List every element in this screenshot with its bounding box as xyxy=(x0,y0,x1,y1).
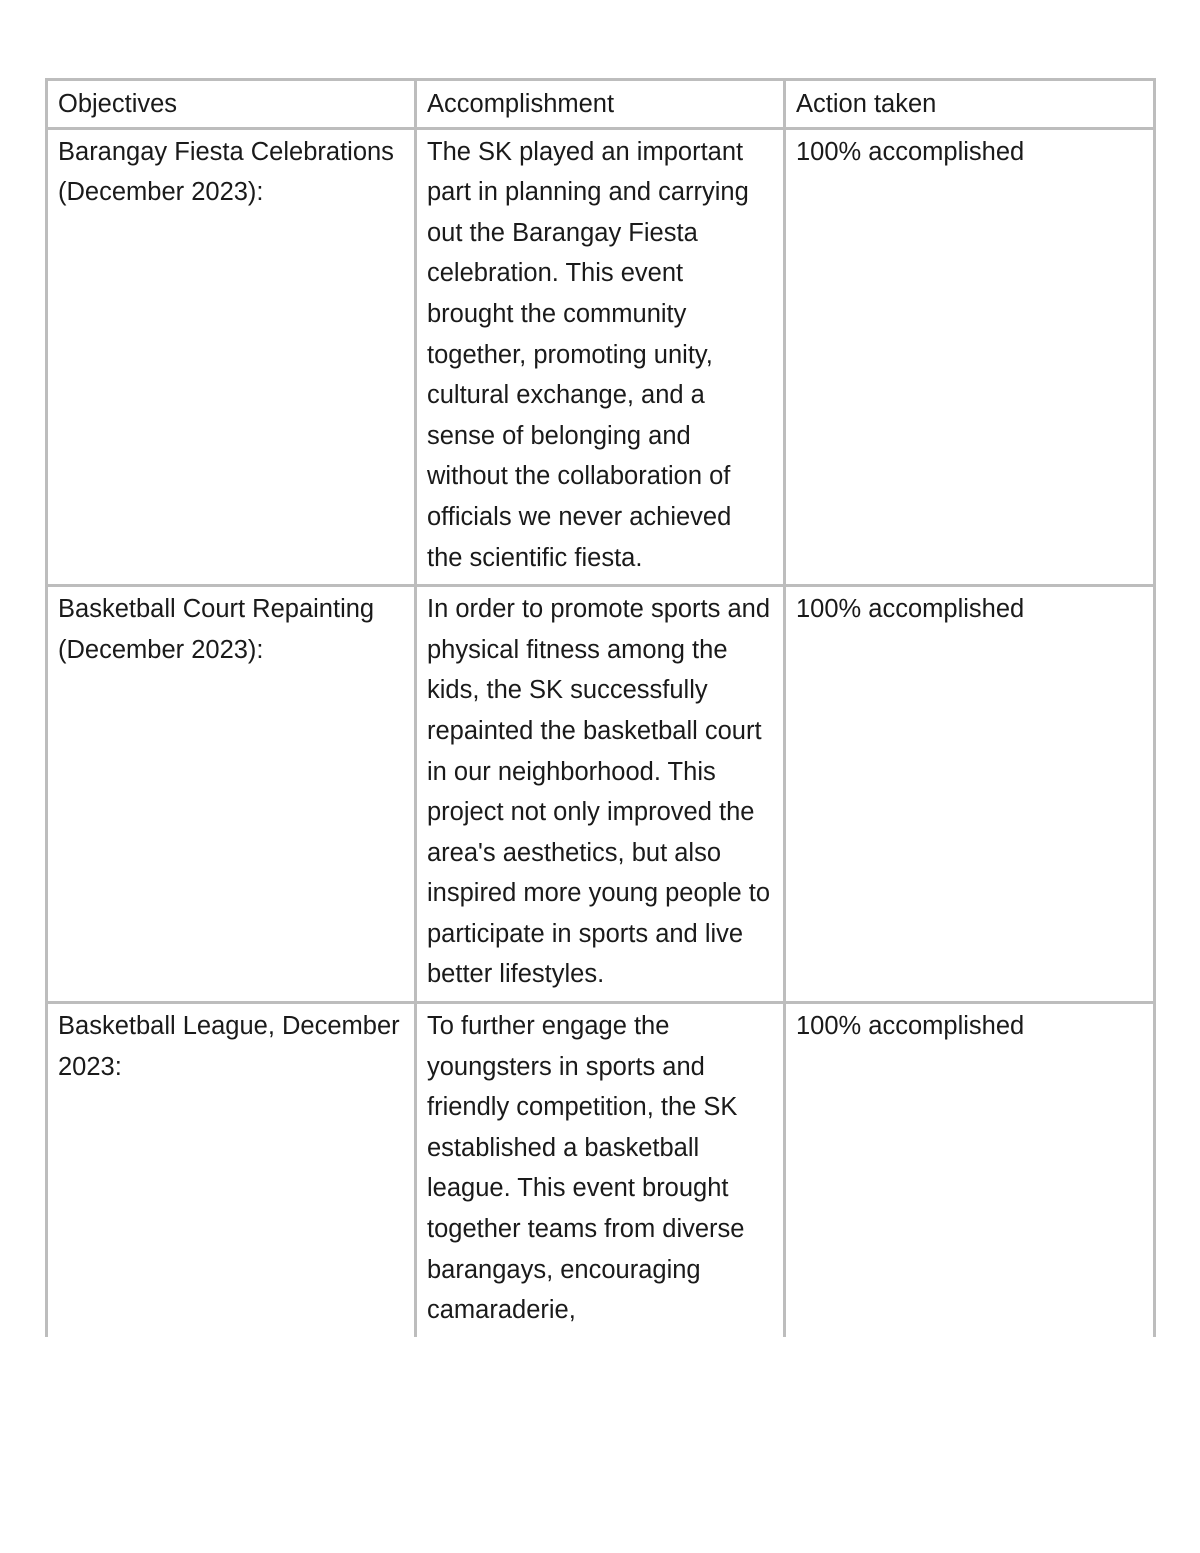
objective-cell: Basketball League, December 2023: xyxy=(47,1003,416,1337)
table-row xyxy=(47,128,1155,586)
accomplishment-table xyxy=(45,78,1156,1337)
action-cell: 100% accomplished xyxy=(785,586,1155,1003)
header-accomplishment: Accomplishment xyxy=(416,80,785,129)
action-cell: 100% accomplished xyxy=(785,1003,1155,1337)
table-row xyxy=(47,586,1155,1003)
table-header-row xyxy=(47,80,1155,129)
table-row xyxy=(47,1003,1155,1337)
action-cell: 100% accomplished xyxy=(785,128,1155,586)
header-objectives: Objectives xyxy=(47,80,416,129)
header-action-taken: Action taken xyxy=(785,80,1155,129)
objective-cell: Basketball Court Repainting (December 2023): xyxy=(47,586,416,1003)
accomplishment-cell: To further engage the youngsters in sports and friendly competition, the SK established a basketball league. This event brought together teams from diverse barangays, encouraging camaraderie, xyxy=(416,1003,785,1337)
accomplishment-cell: In order to promote sports and physical fitness among the kids, the SK successfully repainted the basketball court in our neighborhood. This project not only improved the area's aesthetics, but also inspired more young people to participate in sports and live better lifestyles. xyxy=(416,586,785,1003)
accomplishment-cell: The SK played an important part in planning and carrying out the Barangay Fiesta celebration. This event brought the community together, promoting unity, cultural exchange, and a sense of belonging and without the collaboration of officials we never achieved the scientific fiesta. xyxy=(416,128,785,586)
objective-cell: Barangay Fiesta Celebrations (December 2023): xyxy=(47,128,416,586)
